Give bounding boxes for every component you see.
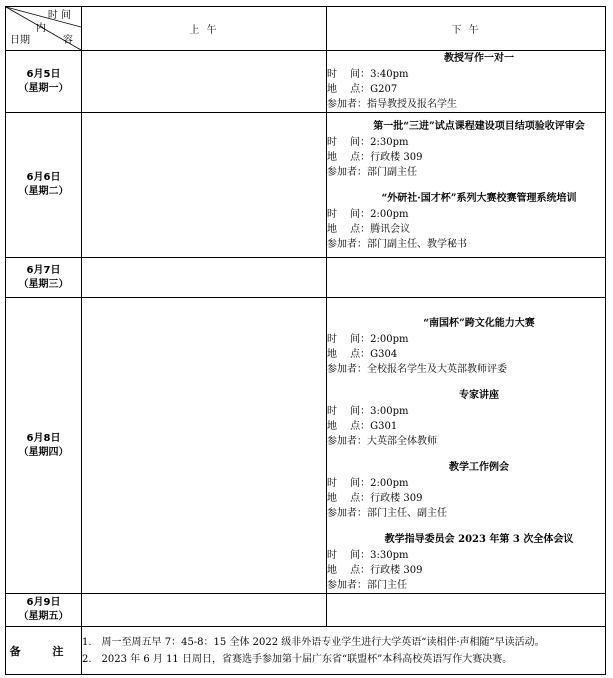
pm-cell bbox=[327, 258, 606, 298]
pm-cell bbox=[327, 51, 606, 113]
event-time: 时 间：2:00pm bbox=[327, 208, 409, 220]
day-date-cell bbox=[6, 594, 82, 627]
event-attendees: 参加者：全校报名学生及大英部教师评委 bbox=[327, 364, 507, 375]
am-cell bbox=[82, 113, 327, 258]
corner-cell bbox=[6, 7, 82, 51]
event-attendees: 参加者：部门主任、副主任 bbox=[327, 508, 447, 519]
event-place: 地 点：腾讯会议 bbox=[327, 223, 411, 235]
day-date-cell bbox=[6, 113, 82, 258]
event-block bbox=[327, 119, 605, 180]
day-date: 6月9日 bbox=[26, 597, 61, 608]
corner-content-label-2: 容 bbox=[63, 35, 73, 46]
event-title: 教授写作一对一 bbox=[444, 53, 514, 64]
event-title: 第一批“三进”试点课程建设项目结项验收评审会 bbox=[373, 120, 585, 132]
event-attendees: 参加者：指导教授及报名学生 bbox=[327, 99, 457, 110]
pm-cell bbox=[327, 298, 606, 594]
day-weekday: （星期三） bbox=[18, 278, 69, 290]
day-weekday: （星期五） bbox=[18, 611, 69, 622]
day-weekday: （星期一） bbox=[18, 82, 69, 94]
event-attendees: 参加者：部门副主任 bbox=[327, 166, 417, 178]
event-place: 地 点：G207 bbox=[327, 84, 398, 95]
event-title: 教学指导委员会 2023 年第 3 次全体会议 bbox=[384, 534, 574, 545]
event-attendees: 参加者：部门副主任、教学秘书 bbox=[327, 238, 467, 250]
day-date-cell bbox=[6, 51, 82, 113]
note-item: 1. 周一至周五早 7：45-8：15 全体 2022 级非外语专业学生进行大学英语“读相伴·声相随”早读活动。 bbox=[82, 636, 545, 648]
pm-header: 下 午 bbox=[327, 7, 606, 51]
event-block bbox=[327, 316, 605, 377]
day-row bbox=[6, 594, 606, 627]
day-weekday: （星期二） bbox=[18, 186, 69, 197]
day-date-cell bbox=[6, 258, 82, 298]
note-item: 2. 2023 年 6 月 11 日周日，省赛选手参加第十届广东省“联盟杯”本科高校英语写作大赛决赛。 bbox=[82, 653, 513, 665]
event-block bbox=[327, 460, 605, 521]
am-cell bbox=[82, 298, 327, 594]
event-time: 时 间：3:00pm bbox=[327, 406, 409, 417]
am-cell bbox=[82, 594, 327, 627]
event-time: 时 间：3:40pm bbox=[327, 69, 409, 80]
header-row bbox=[6, 7, 606, 51]
day-row bbox=[6, 258, 606, 298]
corner-date-label: 日期 bbox=[10, 35, 30, 46]
event-place: 地 点：G304 bbox=[327, 349, 398, 360]
event-place: 地 点：行政楼 309 bbox=[327, 565, 423, 576]
am-cell bbox=[82, 258, 327, 298]
pm-cell bbox=[327, 594, 606, 627]
day-date: 6月5日 bbox=[26, 68, 61, 80]
day-date: 6月7日 bbox=[26, 264, 61, 276]
event-attendees: 参加者：部门主任 bbox=[327, 580, 407, 591]
corner-time-label: 时 间 bbox=[47, 10, 71, 21]
day-row bbox=[6, 298, 606, 594]
am-header: 上 午 bbox=[82, 7, 327, 51]
event-block bbox=[327, 388, 605, 449]
event-time: 时 间：2:30pm bbox=[327, 136, 409, 148]
am-cell bbox=[82, 51, 327, 113]
day-date: 6月8日 bbox=[26, 432, 61, 444]
event-title: “南国杯”跨文化能力大赛 bbox=[423, 318, 535, 329]
event-attendees: 参加者：大英部全体教师 bbox=[327, 436, 437, 447]
event-block bbox=[327, 51, 605, 112]
notes-row bbox=[6, 627, 606, 675]
notes-cell bbox=[82, 627, 606, 675]
day-date: 6月6日 bbox=[26, 172, 61, 183]
event-block bbox=[327, 191, 605, 252]
pm-cell bbox=[327, 113, 606, 258]
event-place: 地 点：行政楼 309 bbox=[327, 151, 423, 163]
day-weekday: （星期四） bbox=[18, 446, 69, 458]
event-place: 地 点：G301 bbox=[327, 421, 398, 432]
day-row bbox=[6, 113, 606, 258]
event-time: 时 间：3:30pm bbox=[327, 550, 409, 561]
day-date-cell bbox=[6, 298, 82, 594]
event-title: 专家讲座 bbox=[459, 390, 499, 401]
event-block bbox=[327, 532, 605, 593]
day-row bbox=[6, 51, 606, 113]
event-title: “外研社·国才杯”系列大赛校赛管理系统培训 bbox=[381, 192, 577, 204]
event-time: 时 间：2:00pm bbox=[327, 334, 409, 345]
corner-content-label-1: 内 bbox=[36, 23, 46, 34]
event-title: 教学工作例会 bbox=[449, 462, 509, 473]
event-place: 地 点：行政楼 309 bbox=[327, 493, 423, 504]
notes-label: 备 注 bbox=[6, 627, 82, 675]
schedule-table bbox=[5, 6, 606, 675]
event-time: 时 间：2:00pm bbox=[327, 478, 409, 489]
